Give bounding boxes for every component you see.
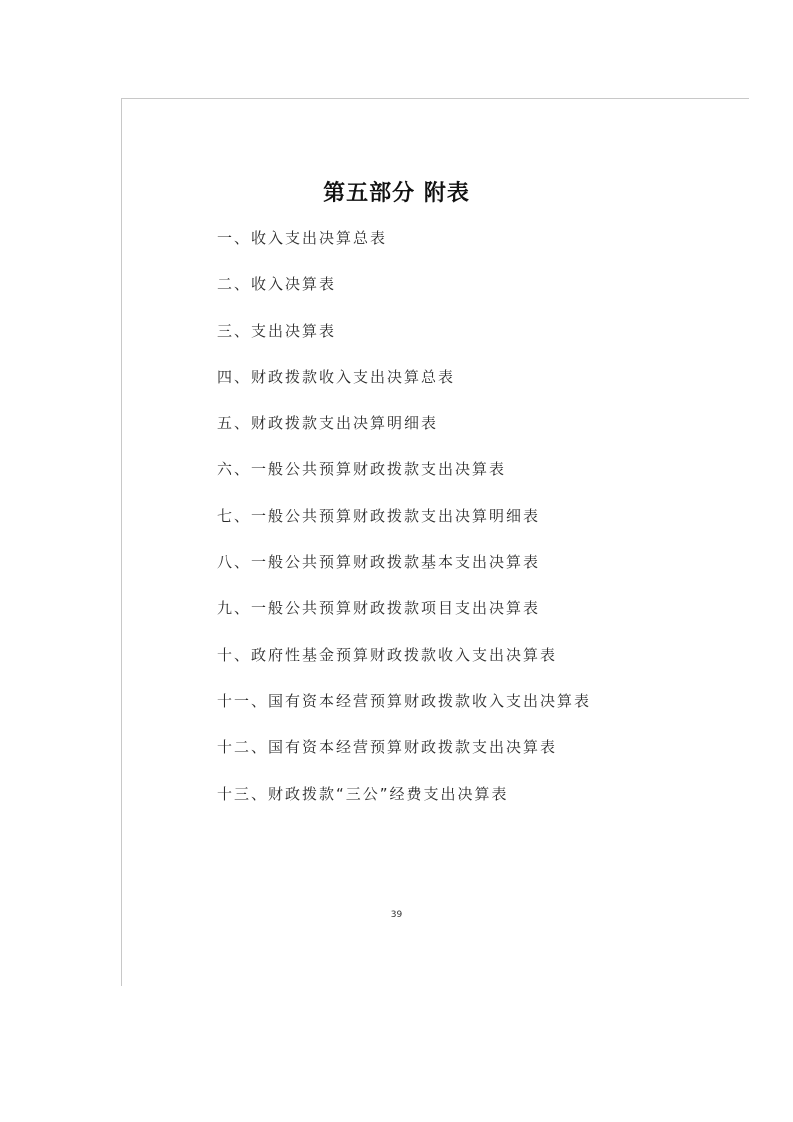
list-item: 四、财政拨款收入支出决算总表 — [217, 367, 456, 386]
list-item: 六、一般公共预算财政拨款支出决算表 — [217, 460, 507, 479]
appendix-table-list — [217, 224, 591, 826]
list-item: 三、支出决算表 — [217, 321, 337, 340]
list-item: 八、一般公共预算财政拨款基本支出决算表 — [217, 553, 541, 572]
page-border-left — [121, 98, 122, 986]
page-number: 39 — [390, 910, 403, 920]
page-title: 第五部分 附表 — [323, 181, 470, 206]
list-item: 五、财政拨款支出决算明细表 — [217, 414, 439, 433]
list-item: 七、一般公共预算财政拨款支出决算明细表 — [217, 506, 541, 525]
list-item: 一、收入支出决算总表 — [217, 229, 388, 247]
list-item: 十、政府性基金预算财政拨款收入支出决算表 — [217, 645, 558, 664]
list-item: 九、一般公共预算财政拨款项目支出决算表 — [217, 599, 541, 618]
list-item: 二、收入决算表 — [217, 275, 337, 294]
list-item: 十二、国有资本经营预算财政拨款支出决算表 — [217, 738, 558, 757]
list-item: 十三、财政拨款“三公”经费支出决算表 — [217, 784, 509, 803]
page-border-top — [121, 98, 749, 99]
list-item: 十一、国有资本经营预算财政拨款收入支出决算表 — [217, 691, 592, 710]
